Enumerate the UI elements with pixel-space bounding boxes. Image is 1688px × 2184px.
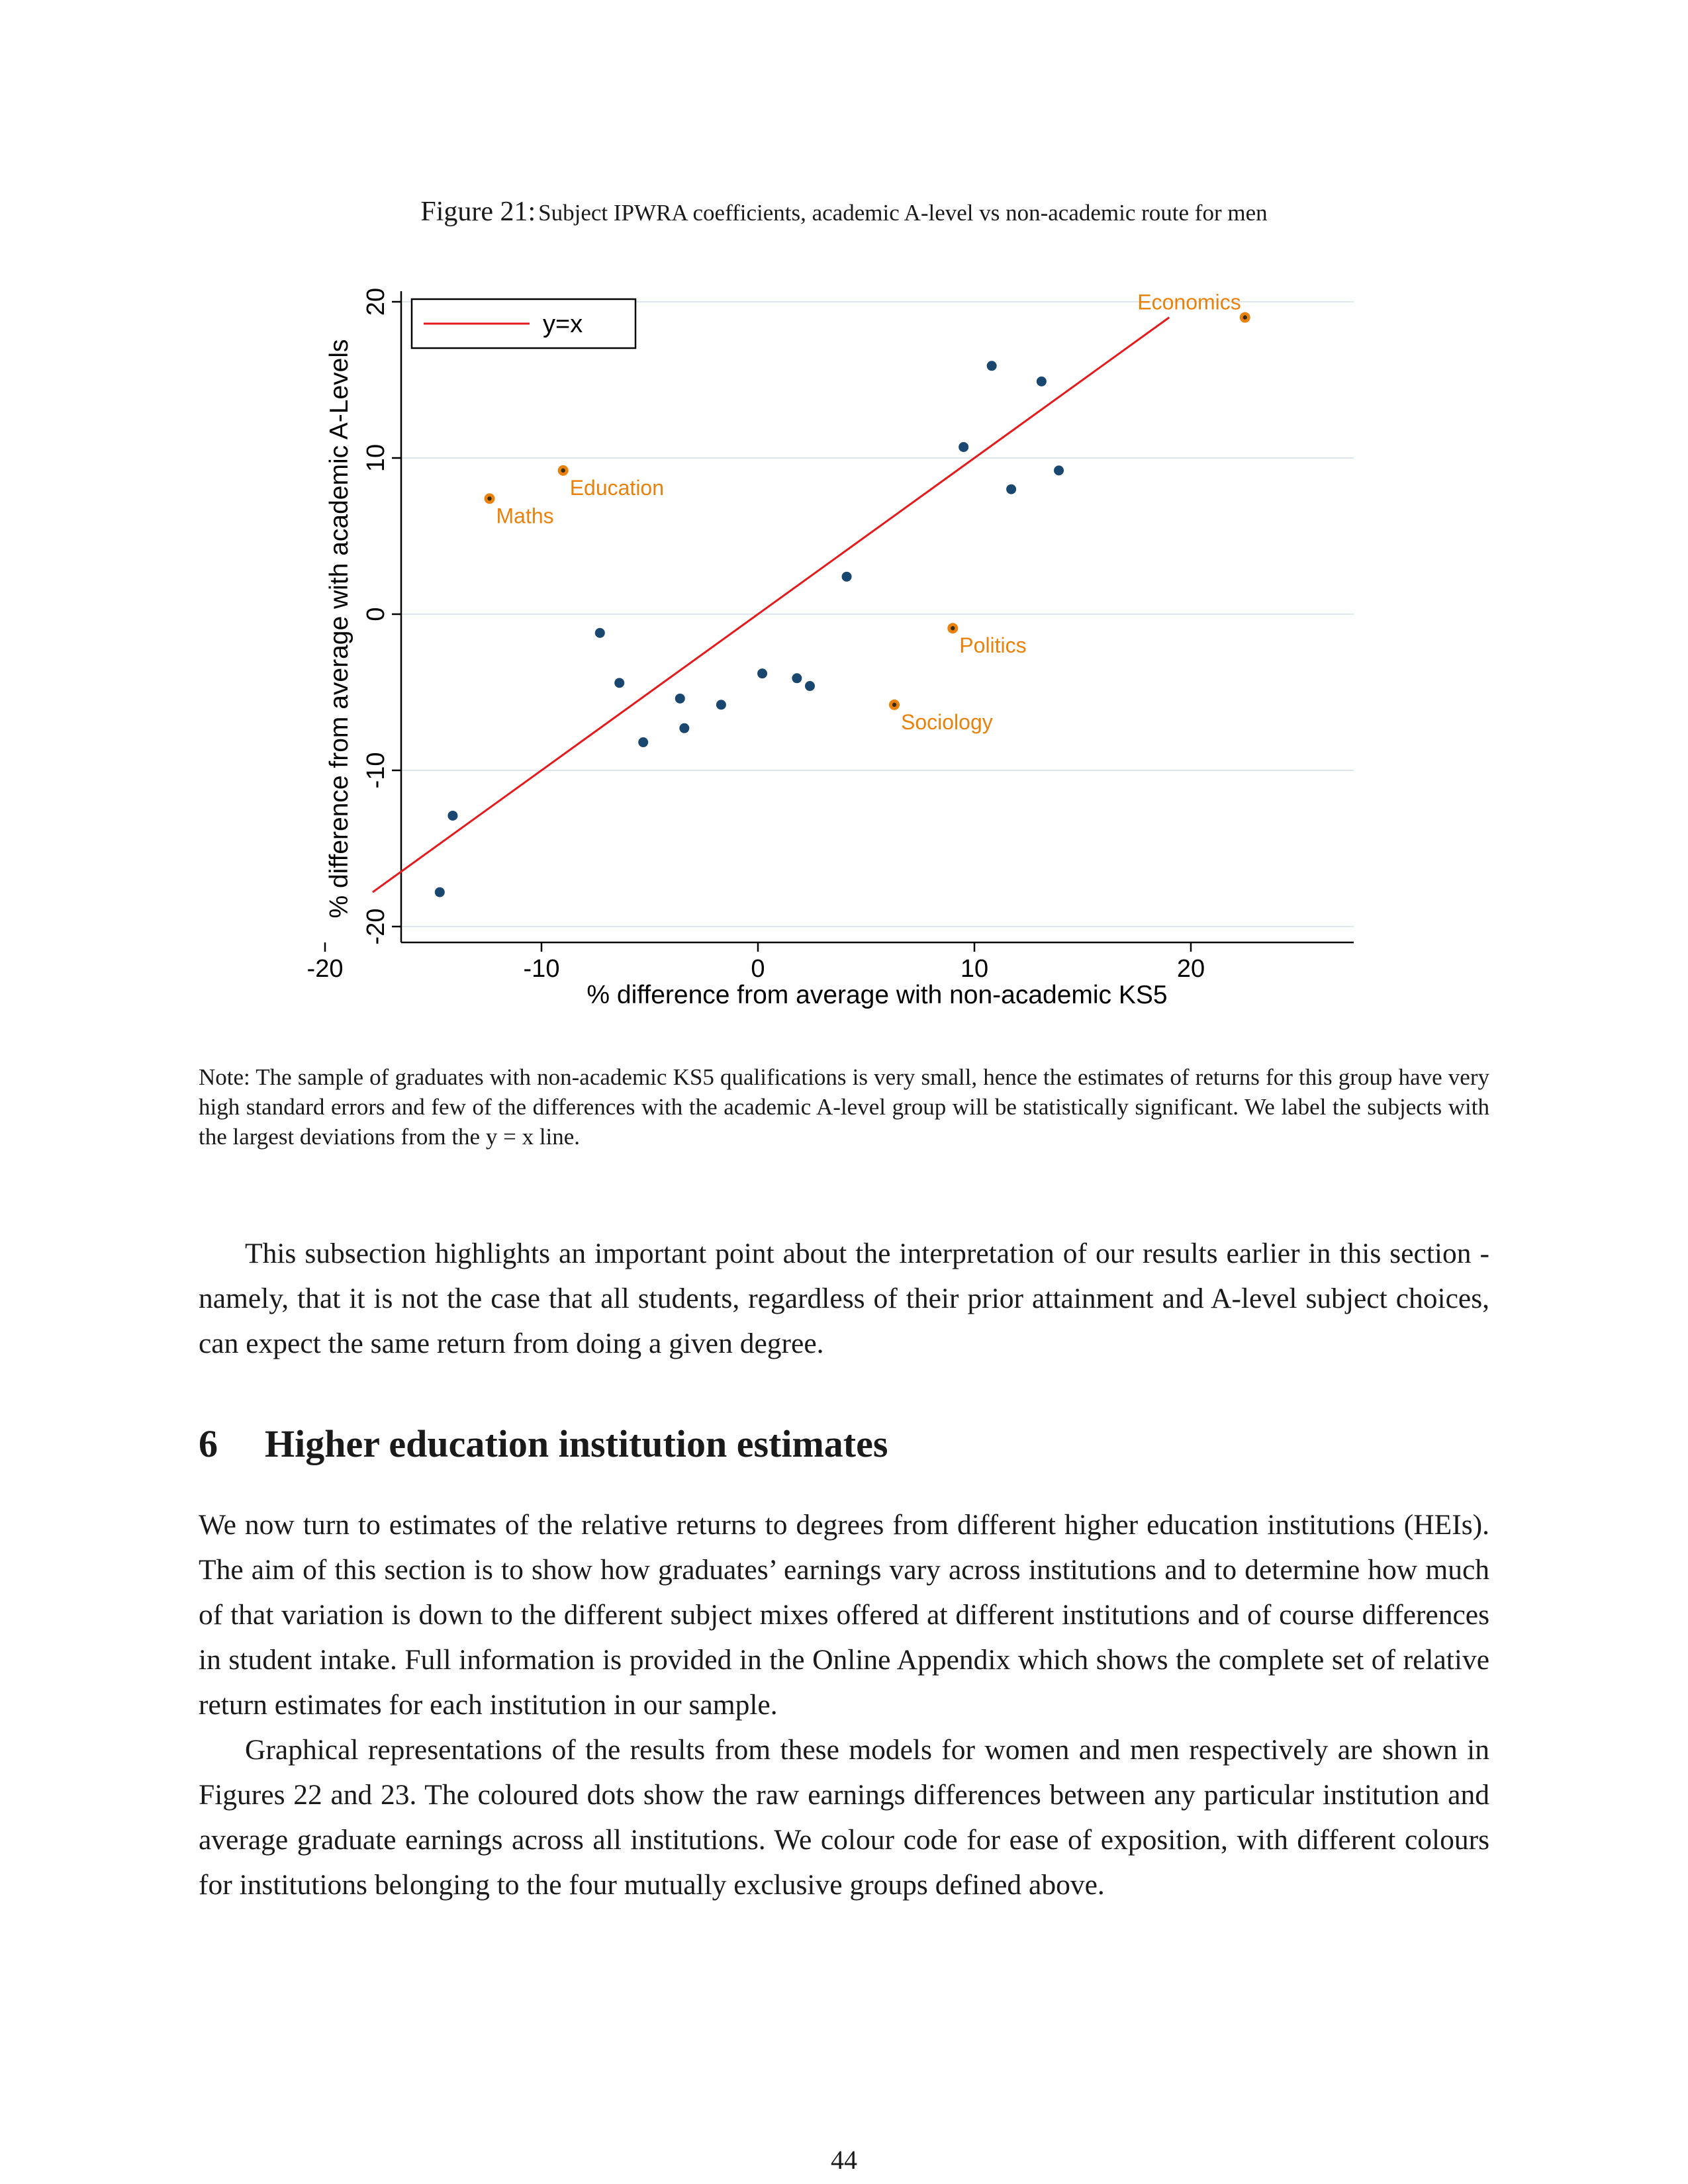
page-number: 44 — [831, 2145, 857, 2175]
body-paragraph-2: We now turn to estimates of the relative returns to degrees from different higher education institutions (HEIs). The aim of this section is to show how graduates’ earnings vary across institutions and to determine how much of that variation is down to the different subject mixes offered at different institutions and of course differences in student intake. Full information is provided in the Online Appendix which shows the complete set of relative return estimates for each institution in our sample. — [199, 1509, 1489, 1721]
section-heading — [199, 1422, 888, 1466]
data-point — [435, 887, 445, 897]
data-point — [675, 694, 685, 704]
data-point — [614, 678, 624, 688]
point-label-economics: Economics — [1137, 290, 1241, 314]
y-axis-ticks — [362, 288, 401, 945]
legend — [412, 299, 635, 348]
data-point — [757, 668, 767, 678]
data-point — [595, 628, 605, 638]
x-tick-label: -20 — [306, 955, 344, 983]
point-label-education: Education — [569, 475, 665, 500]
labelled-data-point-center — [487, 496, 491, 500]
figure-note: Note: The sample of graduates with non-academic KS5 qualifications is very small, hence the estimates of returns for this group have very high standard errors and few of the differences with the academic A-level group will be statistically significant. We label the subjects with the largest deviations from the y = x line. — [199, 1064, 1489, 1150]
labelled-data-point-center — [951, 626, 955, 630]
data-point — [638, 737, 648, 747]
x-tick-label: -10 — [523, 955, 560, 983]
point-label-sociology: Sociology — [901, 709, 993, 734]
data-point — [679, 723, 689, 733]
data-point — [959, 442, 968, 452]
y-tick-label: 20 — [362, 287, 390, 316]
x-tick-label: 20 — [1176, 955, 1205, 983]
y-equals-x-line — [373, 318, 1169, 892]
y-tick-label: 10 — [362, 443, 390, 473]
data-point — [792, 673, 802, 683]
y-axis-label: % difference from average with academic A-Levels — [325, 339, 353, 919]
paragraph-text: This subsection highlights an important point about the interpretation of our results earlier in this section - namely, that it is not the case that all students, regardless of their prior attainment and A-level subject choices, can expect the same return from doing a given degree. — [199, 1238, 1489, 1359]
data-point — [1037, 377, 1047, 387]
grid-lines — [401, 302, 1354, 927]
data-point — [716, 700, 726, 709]
figure-caption-text: Subject IPWRA coefficients, academic A-level vs non-academic route for men — [538, 200, 1268, 226]
data-point — [805, 681, 815, 691]
figure-label: Figure 21: — [420, 197, 536, 227]
section-number: 6 — [199, 1422, 218, 1465]
data-points — [435, 291, 1250, 897]
data-point — [842, 572, 852, 582]
body-paragraphs — [199, 1502, 1489, 1907]
figure-caption — [0, 196, 1688, 228]
section-title: Higher education institution estimates — [265, 1422, 888, 1465]
y-tick-label: -20 — [362, 908, 390, 945]
x-tick-label: 0 — [751, 955, 765, 983]
body-paragraph-3: Graphical representations of the results from these models for women and men respectively are shown in Figures 22 and 23. The coloured dots show the raw earnings differences between any particular institution and average graduate earnings across all institutions. We colour code for ease of exposition, with different colours for institutions belonging to the four mutually exclusive groups defined above. — [199, 1734, 1489, 1901]
x-axis-ticks — [307, 942, 1205, 983]
data-point — [1006, 484, 1016, 494]
data-point — [447, 811, 457, 821]
point-label-politics: Politics — [959, 633, 1027, 658]
labelled-data-point-center — [561, 469, 565, 473]
labelled-data-point-center — [1243, 315, 1247, 319]
data-point — [1054, 465, 1064, 475]
point-label-maths: Maths — [496, 504, 554, 528]
data-point — [987, 361, 997, 371]
y-tick-label: -10 — [362, 752, 390, 789]
y-tick-label: 0 — [362, 607, 390, 621]
legend-label: y=x — [543, 310, 583, 338]
x-tick-label: 10 — [960, 955, 989, 983]
x-axis-label: % difference from average with non-academic KS5 — [586, 981, 1168, 1009]
body-paragraph-1 — [199, 1231, 1489, 1366]
scatter-chart — [306, 278, 1370, 1039]
labelled-data-point-center — [892, 703, 896, 707]
